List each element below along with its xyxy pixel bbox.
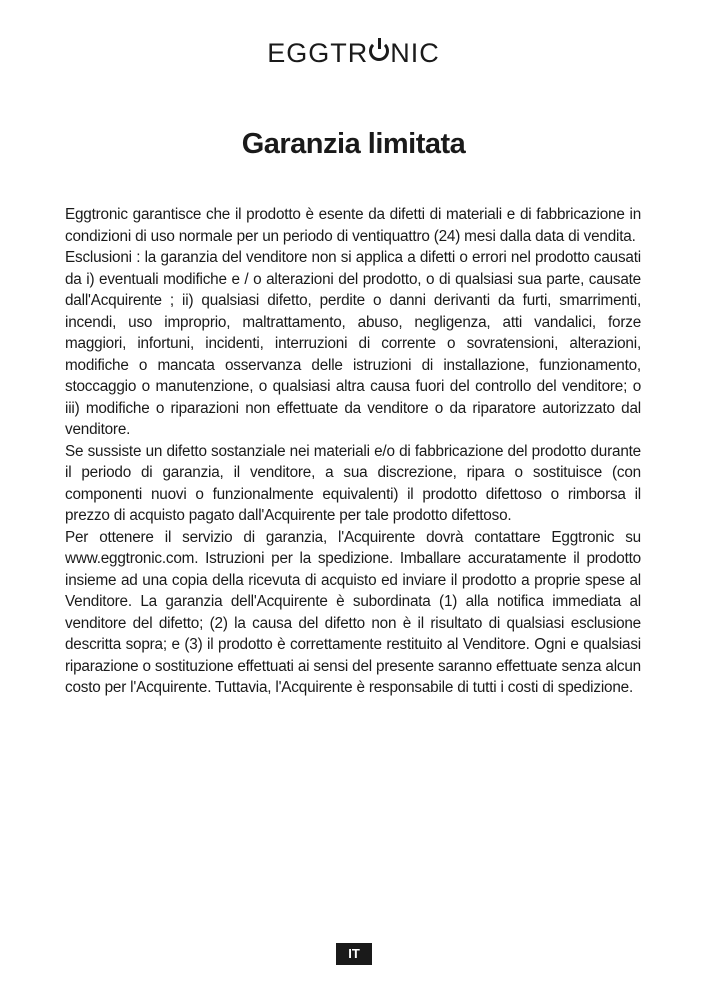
language-badge: IT [336,943,372,965]
paragraph-service-procedure: Per ottenere il servizio di garanzia, l'Acquirente dovrà contattare Eggtronic su www.eggtronic.com. Istruzioni per la spedizione. Imballare accuratamente il prodotto insieme ad una copia della ricevuta di acquisto ed inviare il prodotto a proprie spese al Venditore. La garanzia dell'Acquirente è subordinata (1) alla notifica immediata al venditore del difetto; (2) la causa del difetto non è il risultato di qualsiasi esclusione descritta sopra; e (3) il prodotto è correttamente restituito al Venditore. Ogni e qualsiasi riparazione o sostituzione effettuati ai sensi del presente saranno effettuate senza alcun costo per l'Acquirente. Tuttavia, l'Acquirente è responsabile di tutti i costi di spedizione. [65,528,641,696]
power-icon [369,41,389,61]
paragraph-exclusions: Esclusioni : la garanzia del venditore non si applica a difetti o errori nel prodotto causati da i) eventuali modifiche e / o alterazioni del prodotto, o di qualsiasi sua parte, causate dall'Acquirente ; ii) qualsiasi difetto, perdite o danni derivanti da furti, smarrimenti, incendi, uso improprio, maltrattamento, abuso, negligenza, atti vandalici, forze maggiori, infortuni, incidenti, interruzioni di corrente o sovratensioni, alterazioni, modifiche o mancata osservanza delle istruzioni di installazione, funzionamento, stoccaggio o manutenzione, o qualsiasi altra causa fuori del controllo del venditore; o iii) modifiche o riparazioni non effettuate da venditore o da riparatore autorizzato dal venditore. [65,249,641,438]
logo-text-suffix: NIC [390,38,440,68]
paragraph-warranty-period: Eggtronic garantisce che il prodotto è esente da difetti di materiali e di fabbricazione in condizioni di uso normale per un periodo di ventiquattro (24) mesi dalla data di vendita. [65,206,641,245]
page-title: Garanzia limitata [241,128,466,160]
logo-text-prefix: EGGTR [267,38,369,68]
paragraph-remedy: Se sussiste un difetto sostanziale nei materiali e/o di fabbricazione del prodotto durante il periodo di garanzia, il venditore, a sua discrezione, ripara o sostituisce (con componenti nuovi o funzionalmente equivalenti) il prodotto difettoso o rimborsa il prezzo di acquisto pagato dall'Acquirente per tale prodotto difettoso. [65,442,641,524]
warranty-text [65,204,641,699]
eggtronic-logo [0,38,707,69]
